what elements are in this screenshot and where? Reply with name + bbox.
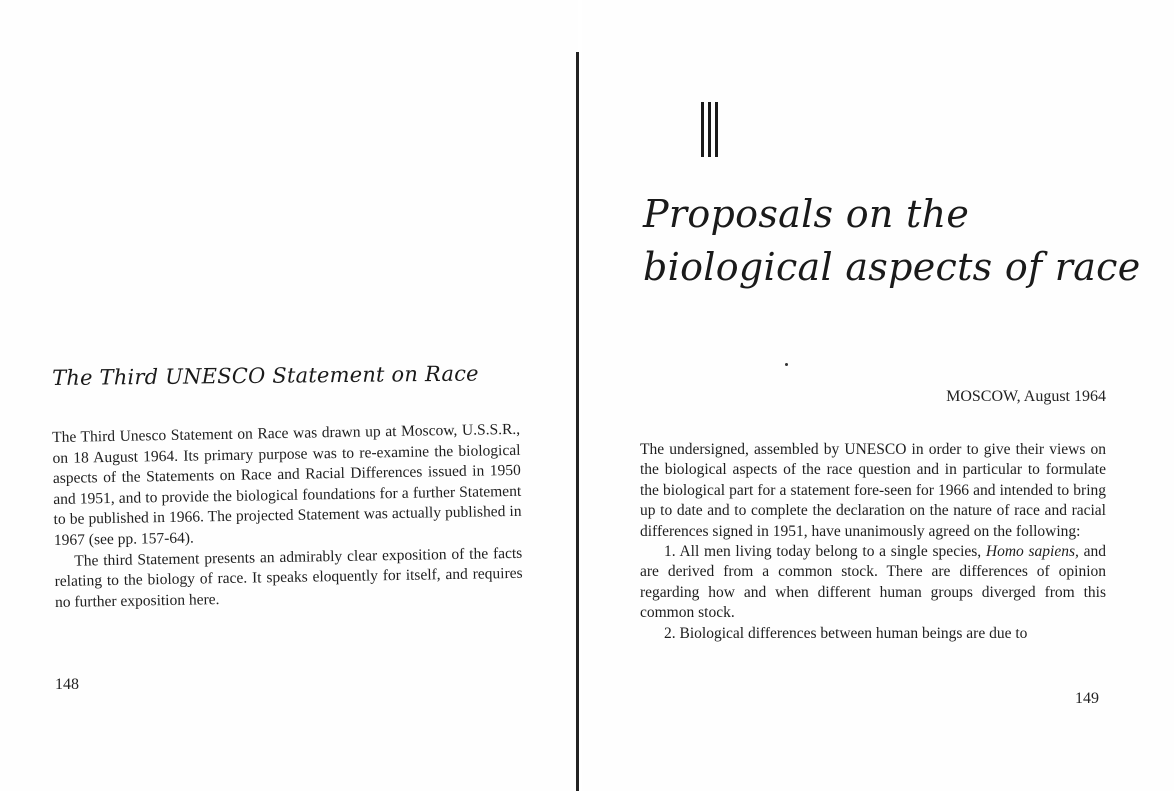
point-2: 2. Biological differences between human beings are due to bbox=[664, 624, 1028, 642]
point-1-italic-term: Homo sapiens, bbox=[985, 543, 1079, 561]
left-page-title: The Third UNESCO Statement on Race bbox=[52, 361, 479, 390]
left-paragraph-1: The Third Unesco Statement on Race was drawn up at Moscow, U.S.S.R., on 18 August 1964. Its primary purpose was to re-examine the biological aspects of the Statements on Race and Racial Differences issued in 1950 and 1951, and to provide the biological foundations for a further Statement to be published in 1966. The projected Statement was actually published in 1967 (see pp. 157-64). bbox=[52, 420, 522, 549]
left-page-number: 148 bbox=[55, 676, 79, 693]
numeral-stroke bbox=[708, 102, 711, 157]
left-page bbox=[0, 0, 578, 791]
left-paragraph-2: The third Statement presents an admirably clear exposition of the facts relating to the biology of race. It speaks eloquently for itself, and requires no further exposition here. bbox=[54, 544, 523, 611]
point-1-text-end: and are derived from a common stock. There are differences of opinion regarding how and when different human groups diverged from this common stock. bbox=[640, 543, 1106, 622]
point-1 bbox=[640, 542, 1106, 624]
chapter-title-line-1: Proposals on the bbox=[643, 192, 970, 236]
print-speck bbox=[785, 363, 788, 366]
left-page-body bbox=[52, 420, 523, 613]
intro-paragraph: The undersigned, assembled by UNESCO in order to give their views on the biological aspects of the race question and in particular to formulate the biological part for a statement fore-seen for 1966 and intended to bring up to date and to complete the declaration on the nature of race and racial differences signed in 1951, have unanimously agreed on the following: bbox=[640, 441, 1106, 540]
dateline: MOSCOW, August 1964 bbox=[946, 388, 1106, 405]
chapter-title bbox=[643, 188, 1141, 294]
point-1-text-start: 1. All men living today belong to a single species, bbox=[664, 543, 986, 561]
right-page-number: 149 bbox=[1075, 690, 1099, 707]
chapter-numeral bbox=[701, 102, 721, 157]
numeral-stroke bbox=[715, 102, 718, 157]
book-gutter bbox=[576, 52, 579, 791]
numeral-stroke bbox=[701, 102, 704, 157]
right-page-body bbox=[640, 440, 1106, 644]
chapter-title-line-2: biological aspects of race bbox=[643, 245, 1141, 289]
